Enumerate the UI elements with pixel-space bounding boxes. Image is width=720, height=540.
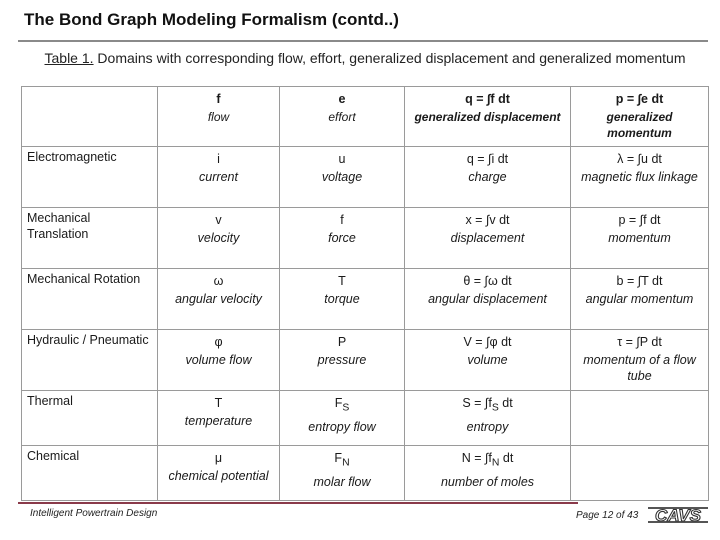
cell-symbol: i	[217, 152, 220, 166]
displacement-cell	[405, 147, 571, 208]
domain-label: Hydraulic / Pneumatic	[22, 330, 158, 391]
momentum-cell	[571, 208, 709, 269]
displacement-cell	[405, 269, 571, 330]
momentum-cell	[571, 330, 709, 391]
displacement-cell	[405, 208, 571, 269]
symbol-main: F	[334, 396, 343, 410]
cell-symbol: b = ∫T dt	[616, 274, 663, 288]
header-symbol: e	[338, 92, 346, 106]
cell-symbol: T	[338, 274, 346, 288]
flow-cell	[158, 330, 280, 391]
title-divider	[18, 40, 708, 42]
symbol-pre: N = ∫f	[461, 451, 492, 465]
cell-symbol: θ = ∫ω dt	[463, 274, 512, 288]
domain-label: Mechanical Translation	[22, 208, 158, 269]
cell-symbol	[410, 448, 565, 474]
cell-name: voltage	[321, 170, 363, 184]
momentum-cell	[571, 269, 709, 330]
header-cell-momentum	[571, 87, 709, 147]
cell-symbol: T	[214, 396, 223, 410]
momentum-cell	[571, 446, 709, 501]
effort-cell	[280, 147, 405, 208]
effort-cell	[280, 208, 405, 269]
effort-cell	[280, 446, 405, 501]
table-row	[22, 391, 709, 446]
cell-name: displacement	[450, 231, 525, 245]
cell-symbol: u	[338, 152, 346, 166]
cell-symbol: v	[215, 213, 222, 227]
displacement-cell	[405, 330, 571, 391]
cell-name: torque	[324, 292, 360, 306]
flow-cell	[158, 391, 280, 446]
cell-name: angular velocity	[175, 292, 262, 306]
flow-cell	[158, 147, 280, 208]
cell-symbol: p = ∫f dt	[618, 213, 661, 227]
slide-title: The Bond Graph Modeling Formalism (contd..)	[24, 10, 399, 29]
cell-name: magnetic flux linkage	[581, 170, 698, 184]
cell-symbol	[410, 393, 565, 419]
footer-course-name: Intelligent Powertrain Design	[30, 508, 158, 519]
cell-name: number of moles	[440, 474, 535, 489]
cell-name: chemical potential	[168, 469, 269, 483]
header-name: effort	[328, 110, 356, 124]
displacement-cell	[405, 446, 571, 501]
cell-symbol: P	[337, 335, 347, 349]
momentum-cell	[571, 147, 709, 208]
header-cell-flow	[158, 87, 280, 147]
cell-name: volume flow	[185, 353, 252, 367]
cavs-logo	[648, 503, 708, 527]
logo-text: CAVS	[655, 506, 701, 525]
cell-name: velocity	[197, 231, 240, 245]
header-name: generalized displacement	[414, 110, 561, 124]
effort-cell	[280, 391, 405, 446]
header-name: generalized momentum	[606, 110, 673, 140]
cell-name: angular displacement	[428, 292, 547, 306]
cell-symbol: μ	[214, 451, 223, 465]
cell-name: entropy flow	[308, 419, 376, 434]
symbol-subscript: S	[342, 402, 350, 414]
cell-symbol: V = ∫φ dt	[463, 335, 512, 349]
cell-symbol: q = ∫i dt	[466, 152, 509, 166]
effort-cell	[280, 330, 405, 391]
momentum-cell	[571, 391, 709, 446]
effort-cell	[280, 269, 405, 330]
cell-name: current	[199, 170, 238, 184]
header-symbol: p = ∫e dt	[615, 92, 664, 106]
symbol-pre: S = ∫f	[462, 396, 492, 410]
cell-symbol	[285, 393, 399, 419]
cell-name: molar flow	[313, 474, 371, 489]
flow-cell	[158, 446, 280, 501]
symbol-subscript: N	[342, 457, 350, 469]
cell-symbol: λ = ∫u dt	[617, 152, 662, 166]
domain-label: Thermal	[22, 391, 158, 446]
cell-symbol: φ	[214, 335, 223, 349]
table-caption-label: Table 1.	[44, 50, 94, 66]
domain-label: Chemical	[22, 446, 158, 501]
domains-table	[21, 86, 709, 501]
symbol-main: F	[334, 451, 343, 465]
cell-symbol: x = ∫v dt	[465, 213, 510, 227]
cell-name: pressure	[317, 353, 367, 367]
domain-label: Mechanical Rotation	[22, 269, 158, 330]
cell-name: angular momentum	[585, 292, 694, 306]
header-cell-displacement	[405, 87, 571, 147]
displacement-cell	[405, 391, 571, 446]
cell-symbol: τ = ∫P dt	[617, 335, 662, 349]
footer-divider	[18, 502, 578, 504]
header-corner-cell	[22, 87, 158, 147]
table-row	[22, 446, 709, 501]
cell-name: charge	[468, 170, 507, 184]
cell-name: entropy	[466, 419, 509, 434]
header-symbol: f	[216, 92, 221, 106]
table-caption	[30, 50, 700, 67]
table-row	[22, 208, 709, 269]
symbol-post: dt	[498, 396, 513, 410]
header-cell-effort	[280, 87, 405, 147]
table-caption-text: Domains with corresponding flow, effort, generalized displacement and generalized momentum	[93, 50, 686, 66]
table-row	[22, 330, 709, 391]
header-name: flow	[207, 110, 230, 124]
domain-label: Electromagnetic	[22, 147, 158, 208]
cell-name: temperature	[184, 414, 253, 428]
cell-name: volume	[467, 353, 508, 367]
cell-name: momentum	[608, 231, 671, 245]
table-row	[22, 147, 709, 208]
symbol-subscript: N	[491, 457, 500, 469]
cell-symbol	[285, 448, 399, 474]
flow-cell	[158, 208, 280, 269]
cell-name: force	[328, 231, 356, 245]
cell-name: momentum of a flow tube	[583, 353, 696, 383]
header-symbol: q = ∫f dt	[465, 92, 510, 106]
symbol-subscript: S	[491, 402, 499, 414]
flow-cell	[158, 269, 280, 330]
page-number: Page 12 of 43	[576, 510, 639, 521]
table-row	[22, 269, 709, 330]
cell-symbol: ω	[213, 274, 224, 288]
cell-symbol: f	[340, 213, 344, 227]
header-row	[22, 87, 709, 147]
symbol-post: dt	[499, 451, 514, 465]
